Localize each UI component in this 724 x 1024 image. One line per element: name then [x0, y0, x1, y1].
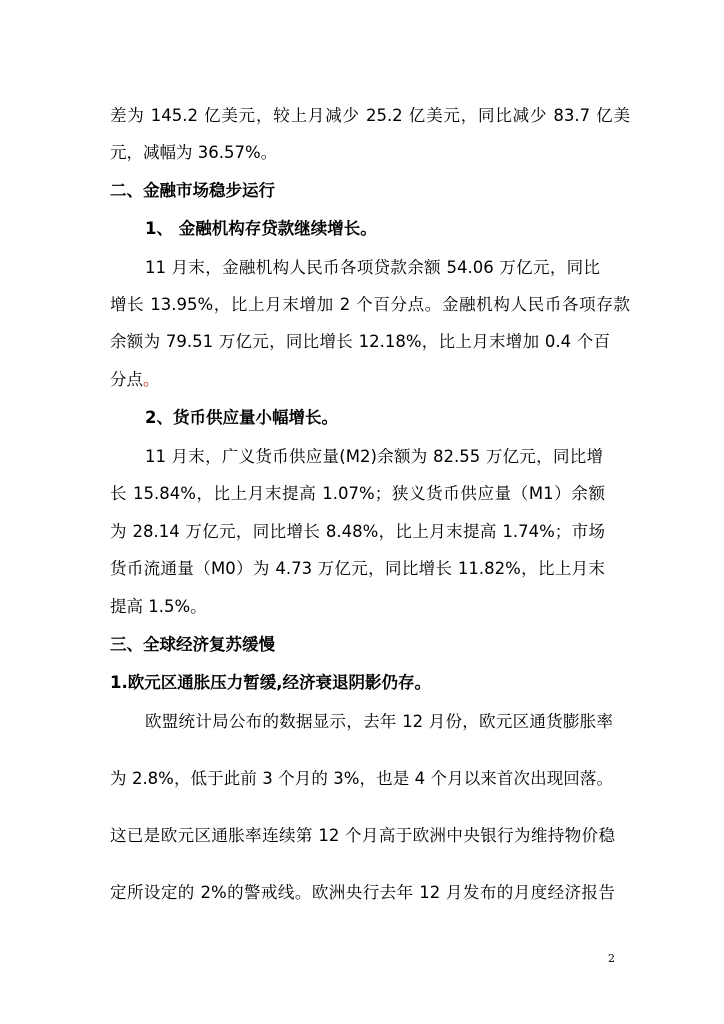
subsection-heading: 1.欧元区通胀压力暂缓,经济衰退阴影仍存。: [110, 673, 432, 692]
body-line: 这已是欧元区通胀率连续第 12 个月高于欧洲中央银行为维持物价稳: [110, 826, 615, 845]
body-line: 11 月末，广义货币供应量(M2)余额为 82.55 万亿元，同比增: [145, 447, 603, 466]
body-line: 欧盟统计局公布的数据显示，去年 12 月份，欧元区通货膨胀率: [145, 712, 613, 731]
body-line: 余额为 79.51 万亿元，同比增长 12.18%，比上月末增加 0.4 个百: [110, 332, 610, 351]
section-heading: 二、金融市场稳步运行: [110, 181, 275, 200]
body-text: 分点: [110, 370, 143, 389]
section-heading: 三、全球经济复苏缓慢: [110, 635, 275, 654]
page-number: 2: [608, 952, 615, 965]
body-line: 为 28.14 万亿元，同比增长 8.48%，比上月末提高 1.74%；市场: [110, 522, 605, 541]
body-line: 11 月末，金融机构人民币各项贷款余额 54.06 万亿元，同比: [145, 258, 600, 277]
body-line: 提高 1.5%。: [110, 597, 207, 616]
body-line: 元，减幅为 36.57%。: [110, 143, 278, 162]
body-line: 差为 145.2 亿美元，较上月减少 25.2 亿美元，同比减少 83.7 亿美: [110, 106, 630, 125]
subsection-heading: 2、货币供应量小幅增长。: [145, 408, 338, 427]
body-line: 增长 13.95%，比上月末增加 2 个百分点。金融机构人民币各项存款: [110, 295, 630, 314]
body-line: [110, 368, 630, 392]
body-line: 为 2.8%，低于此前 3 个月的 3%，也是 4 个月以来首次出现回落。: [110, 769, 613, 788]
body-line: 货币流通量（M0）为 4.73 万亿元，同比增长 11.82%，比上月末: [110, 559, 605, 578]
subsection-heading: 1、 金融机构存贷款继续增长。: [145, 219, 377, 238]
red-period: 。: [143, 370, 160, 389]
body-line: 定所设定的 2%的警戒线。欧洲央行去年 12 月发布的月度经济报告: [110, 883, 615, 902]
body-line: 长 15.84%，比上月末提高 1.07%；狭义货币供应量（M1）余额: [110, 484, 605, 503]
